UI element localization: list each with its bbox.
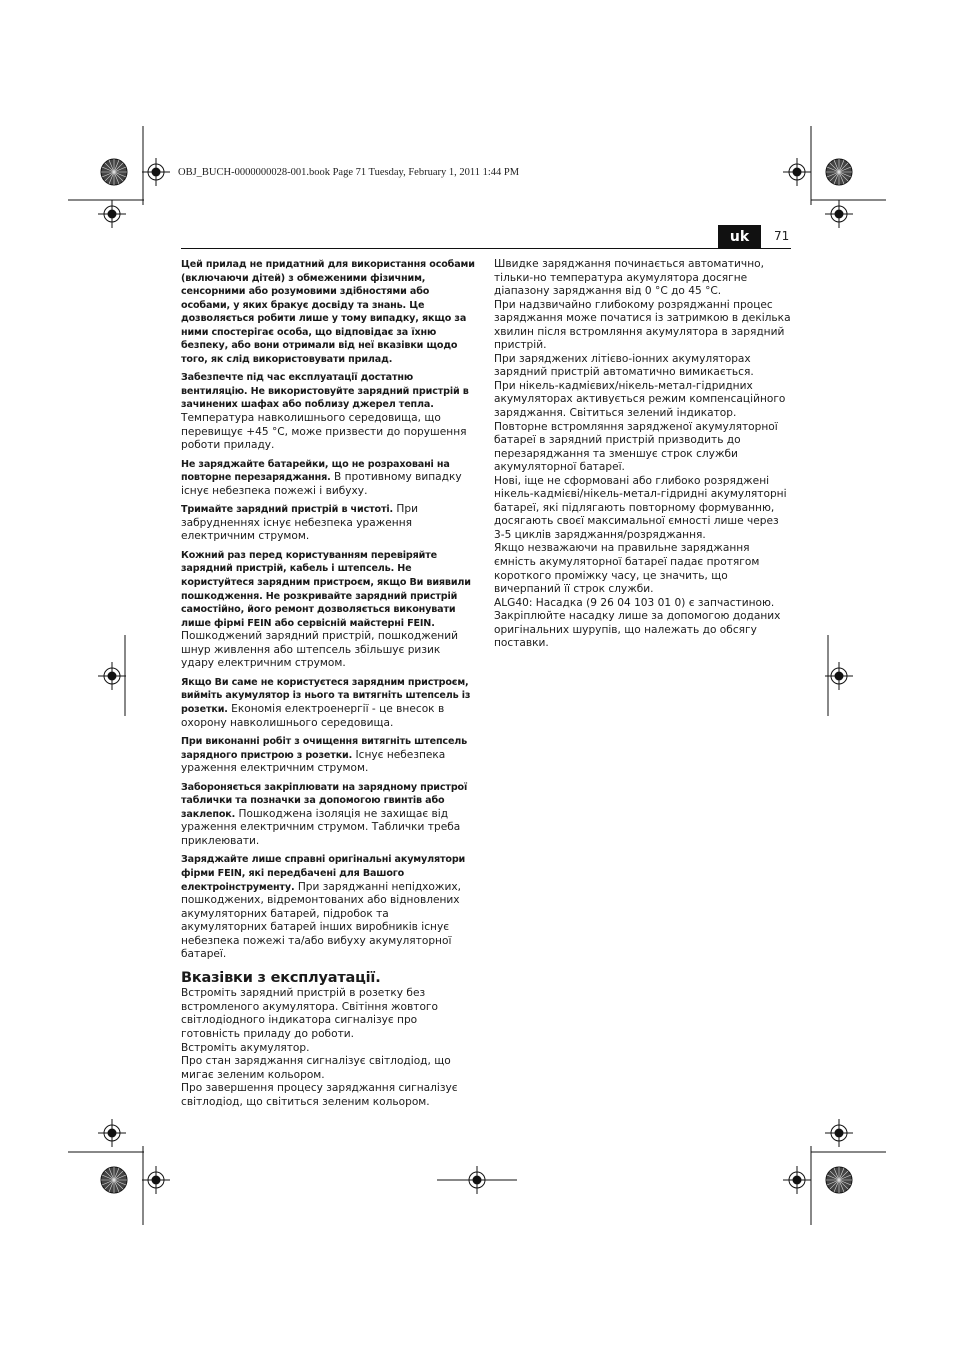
safety-paragraph [181,258,475,366]
crosshair-mark [783,158,811,186]
warning-text: Забезпечте під час експлуатації достатню вентиляцію. Не використовуйте зарядний пристрій в зачинених шафах або поблизу джерел тепла. [181,372,469,411]
safety-paragraph [181,676,475,730]
safety-paragraph [181,781,475,849]
star-mark-bottom-left [101,1167,127,1193]
warning-text: Заряджайте лише справні оригінальні акумулятори фірми FEIN, які передбачені для Вашого електроінструменту. [181,854,466,893]
header-rule [181,248,791,249]
crosshair-mark [142,1166,170,1194]
instruction-text: Встромiть зарядний пристрій в розетку без встромленого акумулятора. Світіння жовтого світлодіодного індикатора сигналізує про готовність приладу до роботи. [181,987,438,1040]
body-text: В противному випадку існує небезпека пожежі і вибуху. [181,471,462,497]
warning-text: Якщо Ви саме не користуєтеся зарядним пристроєм, вийміть акумулятор із нього та витягніть штепсель із розетки. [181,676,471,715]
safety-paragraph [181,503,475,544]
body-text: Пошкоджена ізоляція не захищає від ураження електричним струмом. Таблички треба приклеювати. [181,807,461,847]
warning-text: Тримайте зарядний пристрій в чистоті. [181,504,394,516]
crosshair-mark [825,1119,853,1147]
crosshair-mark [98,1119,126,1147]
star-mark-top-right [826,159,852,185]
body-text: При заряджанні непідхожих, пошкоджених, відремонтованих або відновлених акумуляторних батарей, підробок та акумуляторних батарей інших виробників існує небезпека пожежі та/або вибуху акумуляторної батареї. [181,880,461,961]
safety-paragraph [181,853,475,961]
body-paragraph: Якщо незважаючи на правильне заряджання ємність акумуляторної батареї падає протягом короткого проміжку часу, це значить, що вичерпаний її строк служби. [494,542,760,596]
body-paragraph: При надзвичайно глибокому розряджанні процес заряджання може початися із затримкою в декілька хвилин після встромляння акумулятора в зарядний пристрій. [494,298,791,352]
safety-paragraph [181,371,475,452]
book-slug: OBJ_BUCH-0000000028-001.book Page 71 Tuesday, February 1, 2011 1:44 PM [178,167,520,178]
instruction-text: Встромiть акумулятор. [181,1041,310,1054]
right-column [494,258,792,651]
body-text: Пошкоджений зарядний пристрій, пошкоджений шнур живлення або штепсель збільшує ризик удару електричним струмом. [181,630,458,670]
crosshair-mark [98,200,126,228]
body-text: Економія електроенергії - це внесок в охорону навколишнього середовища. [181,702,445,729]
instruction-text: Про стан заряджання сигналізує світлодіод, що мигає зеленим кольором. [181,1055,451,1081]
body-text: Температура навколишнього середовища, що перевищує +45 °C, може призвести до порушення роботи приладу. [181,412,467,452]
left-column [181,258,475,1109]
crosshair-mark [98,662,126,690]
warning-text: Цей прилад не придатний для використання особами (включаючи дітей) з обмеженими фізичним, сенсорними або розумовими здібностями або особами, у яких бракує досвіду та знань. Це дозволяється робити лише у тому випадку, якщо за ними спостерігає особа, що відповідає за їхню безпеку, або вони отримали від неї вказівки щодо того, як слід використовувати прилад. [181,259,475,365]
body-text: Існує небезпека ураження електричним струмом. [181,748,446,775]
crosshair-mark [783,1166,811,1194]
crosshair-mark [142,158,170,186]
crosshair-mark [825,200,853,228]
star-mark-bottom-right [826,1167,852,1193]
body-paragraph: ALG40: Насадка (9 26 04 103 01 0) є запчастиною. Закріплюйте насадку лише за допомогою доданих оригінальних шурупів, що належать до обсягу поставки. [494,596,781,650]
safety-paragraph [181,549,475,671]
safety-paragraph [181,735,475,776]
page-number: 71 [774,229,790,243]
body-paragraph: При нікель-кадмієвих/нікель-метал-гідридних акумуляторах активується режим компенсаційного заряджання. Світиться зелений індикатор. [494,379,786,420]
warning-text: Кожний раз перед користуванням перевіряйте зарядний пристрій, кабель і штепсель. Не користуйтеся зарядним пристроєм, якщо Ви виявили пошкодження. Не розкривайте зарядний пристрій самостійно, його ремонт дозволяється виконувати лише фірмі FEIN або сервісній майстерні FEIN. [181,549,471,629]
section-title: Вказівки з експлуатації. [181,969,381,986]
safety-paragraph [181,458,475,499]
warning-text: Не заряджайте батарейки, що не розраховані на повторне перезаряджання. [181,458,450,484]
warning-text: Забороняється закріплювати на зарядному пристрої таблички та позначки за допомогою гвинтів або заклепок. [181,781,468,820]
instruction-text: Про завершення процесу заряджання сигналізує світлодіод, що світиться зеленим кольором. [181,1082,458,1108]
body-text: При забрудненнях існує небезпека ураження електричним струмом. [181,503,418,543]
body-paragraph: Повторне встромляння зарядженої акумуляторної батареї в зарядний пристрій призводить до перезаряджання та зменшує строк служби акумуляторної батареї. [494,420,778,474]
body-paragraph: Швидке заряджання починається автоматично, тільки-но температура акумулятора досягне діапазону заряджання від 0 °C до 45 °C. [494,258,764,298]
star-mark-top-left [101,159,127,185]
body-paragraph: При заряджених літієво-іонних акумуляторах зарядний пристрій автоматично вимикається. [494,352,754,379]
crosshair-mark [825,662,853,690]
body-paragraph: Нові, іще не сформовані або глибоко розряджені нікель-кадмієві/нікель-метал-гідридні акумуляторні батареї, які підлягають повторному формуванню, досягають своєї максимальної ємності лише через 3-5 циклів заряджання/розряджання. [494,474,787,541]
language-badge: uk [718,225,761,249]
warning-text: При виконанні робіт з очищення витягніть штепсель зарядного пристрою з розетки. [181,736,468,761]
